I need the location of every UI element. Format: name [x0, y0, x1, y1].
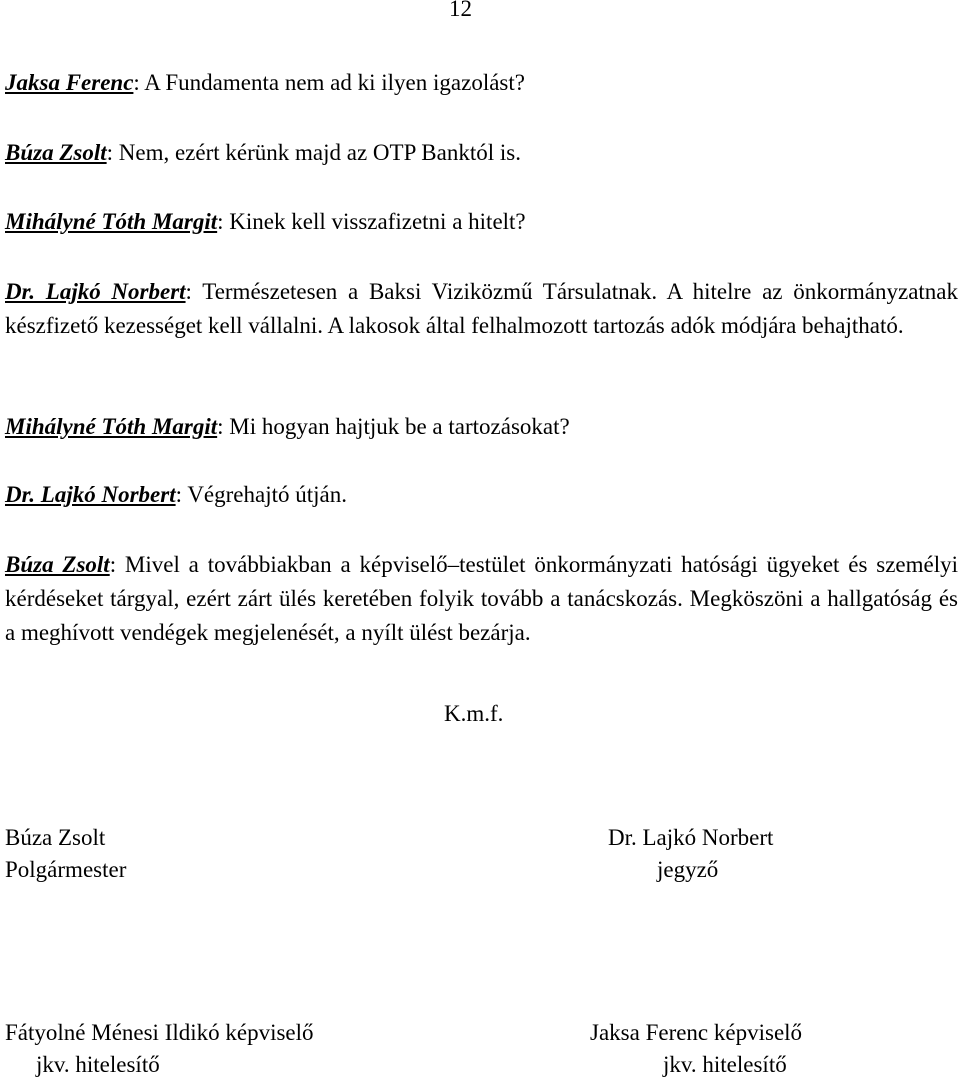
- dialogue-paragraph: [5, 410, 958, 444]
- dialogue-text: : Nem, ezért kérünk majd az OTP Banktól is.: [106, 140, 521, 165]
- dialogue-paragraph: [5, 548, 958, 650]
- speaker-name: Búza Zsolt: [5, 140, 107, 165]
- signature-block-authenticator-1: [5, 1017, 314, 1081]
- signatory-name: Fátyolné Ménesi Ildikó képviselő: [5, 1020, 314, 1045]
- dialogue-text: : Mivel a továbbiakban a képviselő–testület önkormányzati hatósági ügyeket és személyi kérdéseket tárgyal, ezért zárt ülés keretében folyik tovább a tanácskozás. Megköszöni a hallgatóság és a meghívott vendégek megjelenését, a nyílt ülést bezárja.: [5, 552, 959, 645]
- signatory-title: jkv. hitelesítő: [663, 1052, 787, 1077]
- dialogue-paragraph: [5, 66, 958, 100]
- speaker-name: Dr. Lajkó Norbert: [5, 482, 176, 507]
- signature-block-notary: [608, 822, 773, 886]
- dialogue-text: : Mi hogyan hajtjuk be a tartozásokat?: [217, 414, 570, 439]
- speaker-name: Mihályné Tóth Margit: [5, 209, 218, 234]
- dialogue-text: : Természetesen a Baksi Viziközmű Társulatnak. A hitelre az önkormányzatnak készfizető kezességet kell vállalni. A lakosok által felhalmozott tartozás adók módjára behajtható.: [5, 279, 958, 338]
- signatory-name: Búza Zsolt: [5, 825, 106, 850]
- kmf-label: K.m.f.: [444, 701, 504, 726]
- speaker-name: Búza Zsolt: [5, 552, 110, 577]
- signatory-title: jkv. hitelesítő: [36, 1052, 160, 1077]
- signatory-title: Polgármester: [5, 857, 127, 882]
- dialogue-paragraph: [5, 205, 958, 239]
- dialogue-text: : Végrehajtó útján.: [175, 482, 347, 507]
- dialogue-paragraph: [5, 478, 958, 512]
- dialogue-text: : Kinek kell visszafizetni a hitelt?: [217, 209, 526, 234]
- speaker-name: Jaksa Ferenc: [5, 70, 134, 95]
- dialogue-paragraph: [5, 136, 958, 170]
- speaker-name: Mihályné Tóth Margit: [5, 414, 218, 439]
- dialogue-text: : A Fundamenta nem ad ki ilyen igazolást?: [133, 70, 525, 95]
- signatory-name: Dr. Lajkó Norbert: [608, 825, 774, 850]
- signatory-name: Jaksa Ferenc képviselő: [590, 1020, 803, 1045]
- page-number: 12: [449, 0, 472, 21]
- speaker-name: Dr. Lajkó Norbert: [5, 279, 186, 304]
- signature-block-mayor: [5, 822, 126, 886]
- signature-block-authenticator-2: [590, 1017, 802, 1081]
- signatory-title: jegyző: [657, 857, 719, 882]
- dialogue-paragraph: [5, 275, 958, 343]
